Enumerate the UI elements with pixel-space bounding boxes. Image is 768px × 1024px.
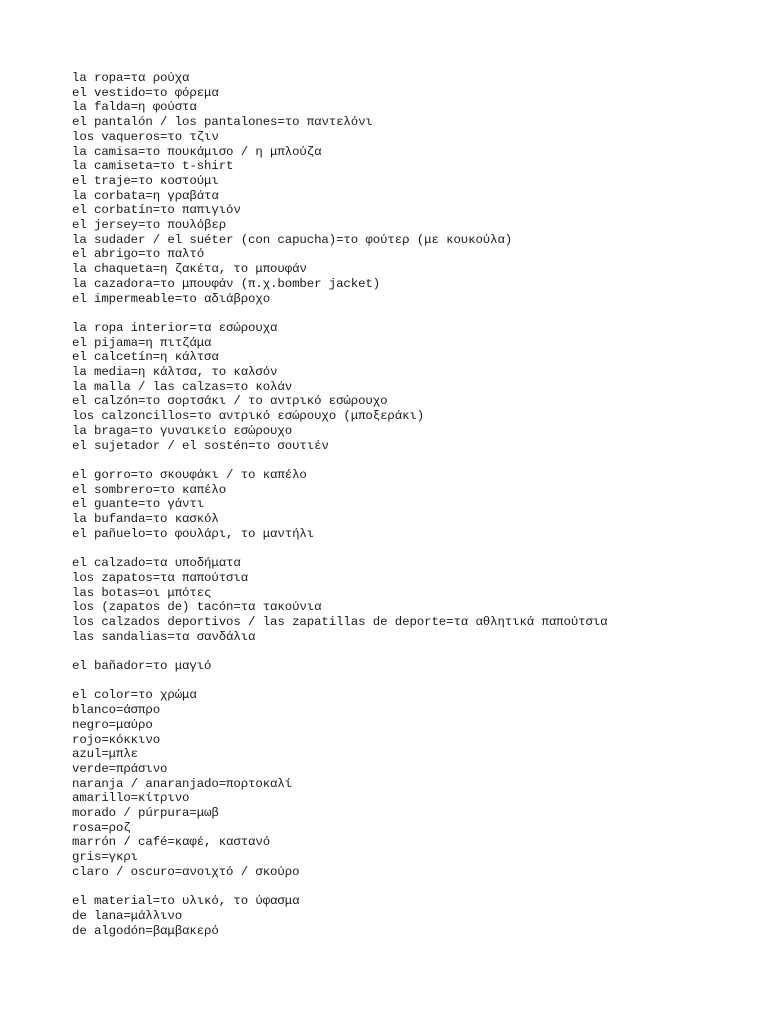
vocab-line: el bañador=το μαγιό: [72, 659, 212, 674]
vocab-line: el corbatín=το παπιγιόν: [72, 203, 241, 218]
clothing-group: [72, 71, 752, 306]
vocab-line: amarillo=κίτρινο: [72, 791, 190, 806]
vocab-line: el material=το υλικό, το ύφασμα: [72, 894, 300, 909]
footwear-group: [72, 556, 752, 644]
vocab-line: de algodón=βαμβακερό: [72, 923, 219, 938]
vocab-line: los zapatos=τα παπούτσια: [72, 570, 249, 585]
vocab-line: el vestido=το φόρεμα: [72, 85, 219, 100]
vocab-line: naranja / anaranjado=πορτοκαλί: [72, 776, 293, 791]
vocab-line: el pañuelo=το φουλάρι, το μαντήλι: [72, 526, 315, 541]
vocab-line: el calzón=το σορτσάκι / το αντρικό εσώρουχο: [72, 394, 388, 409]
vocab-line: el impermeable=το αδιάβροχο: [72, 291, 271, 306]
vocab-line: el abrigo=το παλτό: [72, 247, 205, 262]
vocab-line: la ropa=τα ρούχα: [72, 71, 190, 85]
accessories-group: [72, 468, 752, 542]
colors-group: [72, 688, 752, 879]
vocab-line: la camiseta=το t-shirt: [72, 159, 234, 174]
vocab-line: morado / púrpura=μωβ: [72, 806, 219, 821]
vocab-line: negro=μαύρο: [72, 717, 153, 732]
materials-group: [72, 894, 752, 938]
vocab-line: los calzados deportivos / las zapatillas de deporte=τα αθλητικά παπούτσια: [72, 614, 608, 629]
vocab-line: el jersey=το πουλόβερ: [72, 218, 227, 233]
swimwear-group: [72, 659, 752, 674]
vocab-line: la sudader / el suéter (con capucha)=το φούτερ (με κουκούλα): [72, 232, 513, 247]
vocab-line: la chaqueta=η ζακέτα, το μπουφάν: [72, 262, 307, 277]
vocab-line: blanco=άσπρο: [72, 703, 161, 718]
vocab-line: el calzado=τα υποδήματα: [72, 556, 241, 571]
vocab-line: los vaqueros=το τζιν: [72, 129, 219, 144]
vocab-line: marrón / café=καφέ, καστανό: [72, 835, 271, 850]
vocab-line: rosa=ροζ: [72, 820, 131, 835]
vocab-line: el sombrero=το καπέλο: [72, 482, 227, 497]
vocab-line: de lana=μάλλινο: [72, 908, 183, 923]
vocab-line: la bufanda=το κασκόλ: [72, 512, 219, 527]
vocab-line: el guante=το γάντι: [72, 497, 205, 512]
vocab-line: la braga=το γυναικείο εσώρουχο: [72, 423, 293, 438]
vocab-line: azul=μπλε: [72, 747, 139, 762]
vocab-line: el sujetador / el sostén=το σουτιέν: [72, 438, 329, 453]
vocab-line: las sandalias=τα σανδάλια: [72, 629, 256, 644]
vocab-line: los calzoncillos=το αντρικό εσώρουχο (μποξεράκι): [72, 409, 425, 424]
vocab-line: la corbata=η γραβάτα: [72, 188, 219, 203]
vocab-line: la media=η κάλτσα, το καλσόν: [72, 365, 278, 380]
vocab-line: verde=πράσινο: [72, 761, 168, 776]
vocab-line: el pantalón / los pantalones=το παντελόνι: [72, 115, 373, 130]
vocab-line: los (zapatos de) tacón=τα τακούνια: [72, 600, 322, 615]
vocab-line: el traje=το κοστούμι: [72, 173, 219, 188]
vocab-line: rojo=κόκκινο: [72, 732, 161, 747]
vocab-line: el gorro=το σκουφάκι / το καπέλο: [72, 467, 307, 482]
vocab-line: el pijama=η πιτζάμα: [72, 335, 212, 350]
vocab-line: las botas=οι μπότες: [72, 585, 212, 600]
vocab-line: la camisa=το πουκάμισο / η μπλούζα: [72, 144, 322, 159]
vocab-line: la ropa interior=τα εσώρουχα: [72, 320, 278, 335]
vocab-line: el calcetín=η κάλτσα: [72, 350, 219, 365]
vocab-line: la falda=η φούστα: [72, 100, 197, 115]
vocab-line: la cazadora=το μπουφάν (π.χ.bomber jacket): [72, 276, 381, 291]
vocab-line: la malla / las calzas=το κολάν: [72, 379, 293, 394]
vocabulary-document: [72, 71, 752, 953]
vocab-line: el color=το χρώμα: [72, 688, 197, 703]
vocab-line: gris=γκρι: [72, 850, 139, 865]
vocab-line: claro / oscuro=ανοιχτό / σκούρο: [72, 864, 300, 879]
underwear-group: [72, 321, 752, 453]
